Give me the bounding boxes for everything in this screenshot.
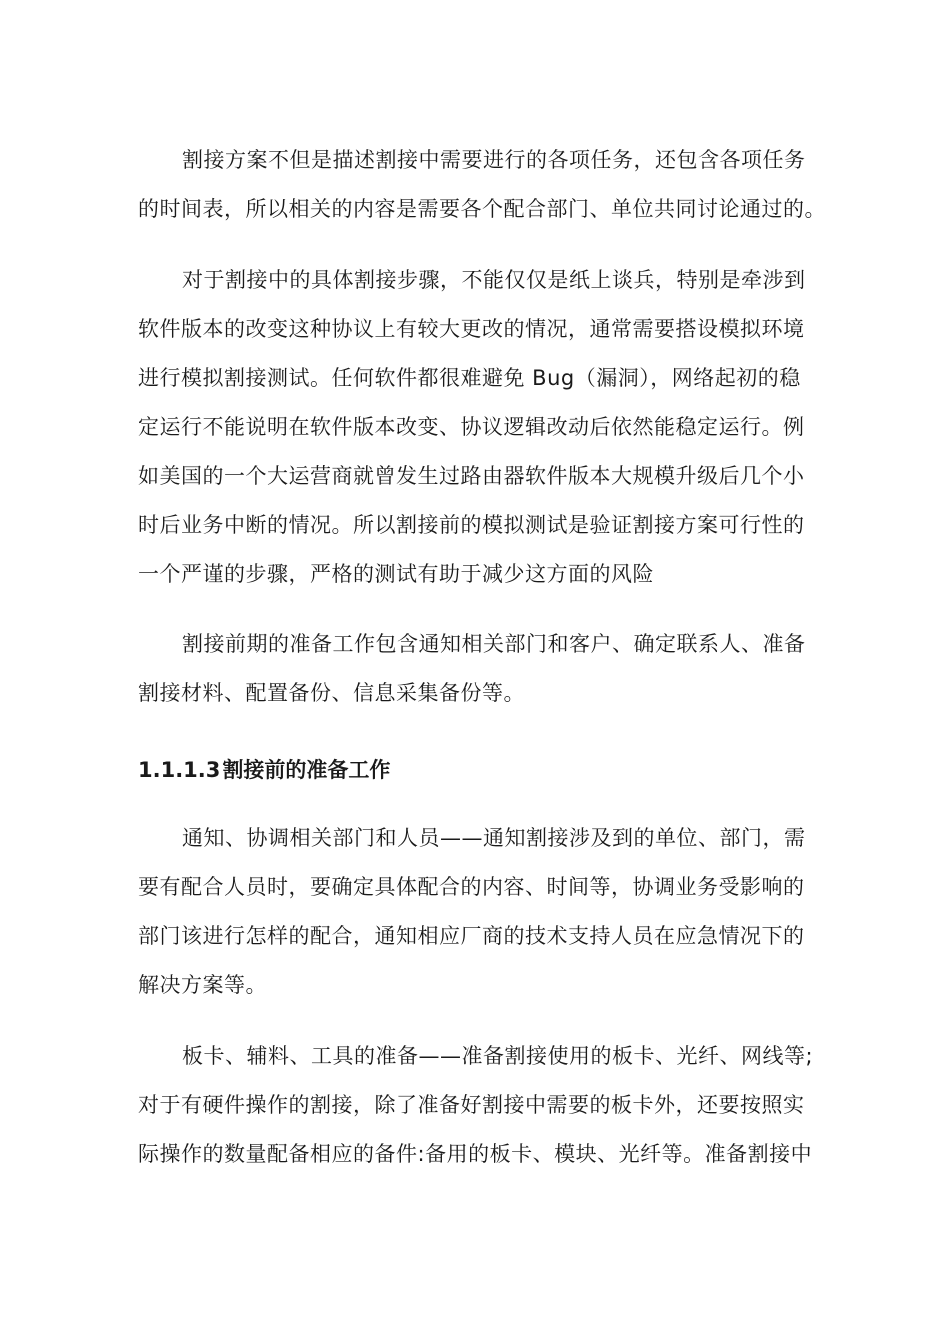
text-line: 一个严谨的步骤，严格的测试有助于减少这方面的风险 — [138, 562, 654, 586]
text-line: 部门该进行怎样的配合，通知相应厂商的技术支持人员在应急情况下的 — [138, 924, 805, 948]
section-number: 1.1.1.3 — [138, 758, 221, 782]
text-line: 如美国的一个大运营商就曾发生过路由器软件版本大规模升级后几个小 — [138, 464, 805, 488]
text-line: 进行模拟割接测试。任何软件都很难避免 Bug（漏洞），网络起初的稳 — [138, 366, 801, 390]
text-line: 割接材料、配置备份、信息采集备份等。 — [138, 681, 525, 705]
text-line: 软件版本的改变这种协议上有较大更改的情况，通常需要搭设模拟环境 — [138, 317, 805, 341]
section-title: 割接前的准备工作 — [222, 758, 391, 782]
text-line: 割接方案不但是描述割接中需要进行的各项任务，还包含各项任务 — [182, 148, 806, 172]
text-line: 定运行不能说明在软件版本改变、协议逻辑改动后依然能稳定运行。例 — [138, 415, 805, 439]
text-line: 割接前期的准备工作包含通知相关部门和客户、确定联系人、准备 — [182, 632, 806, 656]
text-line: 板卡、辅料、工具的准备——准备割接使用的板卡、光纤、网线等; — [182, 1044, 814, 1068]
text-line: 的时间表，所以相关的内容是需要各个配合部门、单位共同讨论通过的。 — [138, 197, 826, 221]
paragraph-simulation-test — [138, 256, 820, 599]
text-line: 通知、协调相关部门和人员——通知割接涉及到的单位、部门，需 — [182, 826, 806, 850]
paragraph-materials-tools — [138, 1032, 820, 1179]
paragraph-notify-coordinate — [138, 814, 820, 1010]
text-line: 对于割接中的具体割接步骤，不能仅仅是纸上谈兵，特别是牵涉到 — [182, 268, 806, 292]
paragraph-cutover-plan — [138, 136, 826, 234]
text-line: 时后业务中断的情况。所以割接前的模拟测试是验证割接方案可行性的 — [138, 513, 805, 537]
text-line: 对于有硬件操作的割接，除了准备好割接中需要的板卡外，还要按照实 — [138, 1093, 805, 1117]
text-line: 际操作的数量配备相应的备件:备用的板卡、模块、光纤等。准备割接中 — [138, 1142, 813, 1166]
text-line: 解决方案等。 — [138, 973, 267, 997]
paragraph-preparation-overview — [138, 620, 820, 718]
section-heading — [138, 750, 390, 790]
text-line: 要有配合人员时，要确定具体配合的内容、时间等，协调业务受影响的 — [138, 875, 805, 899]
